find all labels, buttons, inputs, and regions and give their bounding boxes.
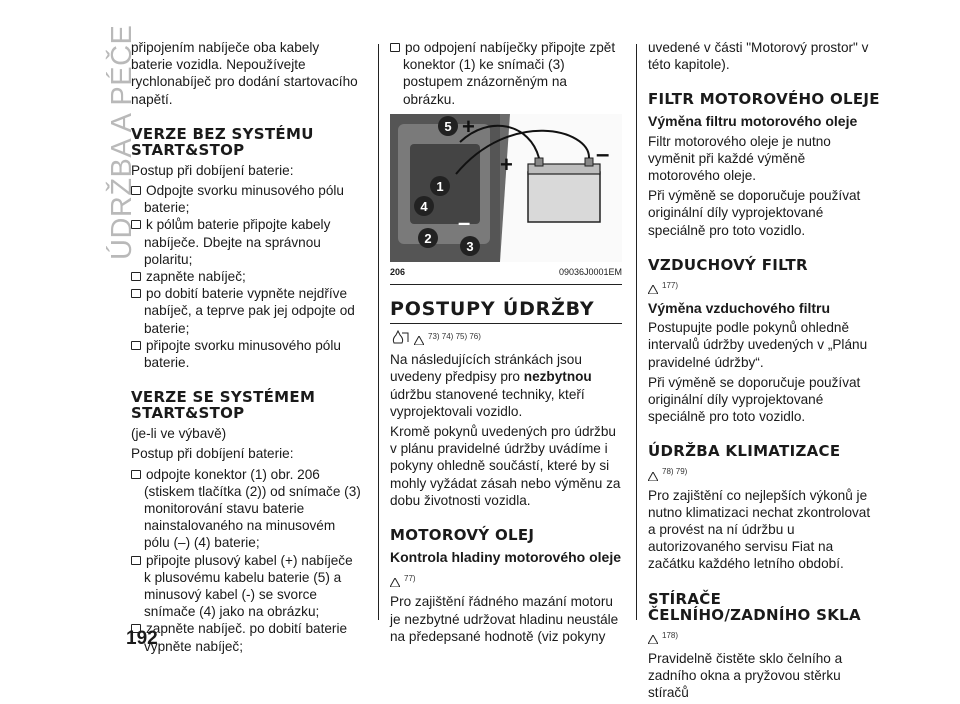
paragraph: uvedené v části "Motorový prostor" v této kapitole).: [648, 40, 869, 73]
heading-start-stop: VERZE SE SYSTÉMEM START&STOP: [131, 388, 316, 423]
heading-no-start-stop: VERZE BEZ SYSTÉMU START&STOP: [131, 124, 314, 159]
plus-sign: +: [462, 113, 475, 139]
column-divider: [636, 44, 637, 620]
minus-sign: –: [458, 209, 471, 235]
ref-numbers: 73) 74) 75) 76): [428, 332, 481, 342]
minus-sign: –: [596, 140, 610, 168]
column-2: [390, 39, 622, 648]
warning-refs: [390, 570, 622, 587]
list-item: po dobití baterie vypněte nejdříve nabíječ, a teprve pak jej odpojte od baterie;: [131, 285, 363, 337]
text-run: Na následujících stránkách jsou uvedeny předpisy pro: [390, 352, 582, 385]
heading-wipers: STÍRAČE ČELNÍHO/ZADNÍHO SKLA: [648, 589, 861, 624]
subheading: Kontrola hladiny motorového oleje: [390, 549, 622, 566]
chapter-side-title: [74, 24, 138, 260]
heading-maintenance: POSTUPY ÚDRŽBY: [390, 299, 622, 324]
column-3: [648, 39, 880, 704]
paragraph: Filtr motorového oleje je nutno vyměnit při každé výměně motorového oleje.: [648, 133, 831, 184]
warning-triangle-icon: [648, 285, 658, 294]
list-item: po odpojení nabíječky připojte zpět konektor (1) ke snímači (3) postupem znázorněným na obrázku.: [390, 39, 622, 108]
paragraph: Pro zajištění co nejlepších výkonů je nutno klimatizaci nechat zkontrolovat a provést na ní údržbu u autorizovaného servisu Fiat na začátku každého letního období.: [648, 487, 871, 572]
ref-numbers: 178): [662, 630, 679, 640]
warning-refs: [390, 328, 622, 345]
callout-1: 1: [436, 178, 444, 194]
drop-icon: [390, 329, 410, 345]
chapter-title-text: ÚDRŽBA A PÉČE: [106, 24, 138, 260]
warning-triangle-icon: [648, 472, 658, 481]
paragraph: Kromě pokynů uvedených pro údržbu v plánu pravidelné údržby uvádíme i pokyny ohledně součástí, které by si mohly vyžádat zásah nebo výměnu za dobu životnosti vozidla.: [390, 424, 621, 508]
heading-air-filter: VZDUCHOVÝ FILTR: [648, 255, 808, 274]
emphasis: nezbytnou: [523, 369, 592, 385]
figure-caption: [390, 264, 622, 285]
heading-engine-oil: MOTOROVÝ OLEJ: [390, 526, 535, 545]
list-item: zapněte nabíječ. po dobití baterie vypněte nabíječ;: [131, 620, 363, 654]
ref-numbers: 78) 79): [662, 467, 688, 477]
heading-oil-filter: FILTR MOTOROVÉHO OLEJE: [648, 90, 880, 109]
warning-refs: [648, 277, 880, 294]
battery-illustration: [390, 114, 622, 262]
paragraph: Pro zajištění řádného mazání motoru je nezbytné udržovat hladinu neustále na předepsané hodnotě (viz pokyny: [390, 594, 619, 644]
subheading: Výměna filtru motorového oleje: [648, 113, 858, 130]
list-item: odpojte konektor (1) obr. 206 (stiskem tlačítka (2)) od snímače (3) monitorování stavu baterie nainstalovaného na minusovém pólu (–) (4) baterie;: [131, 466, 363, 552]
equipment-note: (je-li ve výbavě): [131, 426, 227, 442]
battery-figure: [390, 114, 622, 262]
paragraph: [390, 351, 622, 420]
warning-refs: [648, 463, 880, 480]
callout-2: 2: [424, 230, 432, 246]
procedure-intro: Postup při dobíjení baterie:: [131, 446, 294, 462]
callout-4: 4: [420, 198, 428, 214]
list-item: připojte svorku minusového pólu baterie.: [131, 337, 363, 371]
ref-numbers: 177): [662, 280, 679, 290]
paragraph: Při výměně se doporučuje používat originální díly vyprojektované speciálně pro toto vozidlo.: [648, 188, 861, 238]
figure-number: 206: [390, 266, 406, 277]
ref-numbers: 77): [404, 574, 416, 584]
list-item: zapněte nabíječ;: [131, 268, 363, 285]
procedure-intro: Postup při dobíjení baterie:: [131, 162, 294, 178]
figure-code: 09036J0001EM: [558, 266, 622, 277]
subheading: Výměna vzduchového filtru: [648, 300, 831, 317]
plus-sign: +: [500, 151, 513, 177]
paragraph: Pravidelně čistěte sklo čelního a zadního okna a pryžovou stěrku stíračů: [648, 650, 843, 701]
warning-refs: [648, 627, 880, 644]
list-item: připojte plusový kabel (+) nabíječe k plusovému kabelu baterie (5) a minusový kabel (-) se svorce snímače (4) jako na obrázku;: [131, 552, 363, 621]
list-item: Odpojte svorku minusového pólu baterie;: [131, 182, 363, 216]
warning-triangle-icon: [390, 578, 400, 587]
callout-3: 3: [466, 238, 474, 254]
column-1: [131, 39, 363, 655]
warning-triangle-icon: [414, 336, 424, 345]
column-divider: [378, 44, 379, 620]
intro-paragraph: připojením nabíječe oba kabely baterie vozidla. Nepoužívejte rychlonabíječ pro dodání startovacího napětí.: [131, 40, 358, 107]
callout-5: 5: [444, 118, 452, 134]
heading-air-conditioning: ÚDRŽBA KLIMATIZACE: [648, 442, 841, 461]
text-run: údržbu stanovené techniky, kteří vyprojektovali vozidlo.: [390, 386, 585, 419]
page-number: 192: [126, 628, 158, 649]
paragraph: Při výměně se doporučuje používat originální díly vyprojektované speciálně pro toto vozidlo.: [648, 374, 861, 425]
paragraph: Postupujte podle pokynů ohledně intervalů údržby uvedených v „Plánu pravidelné údržby“.: [648, 320, 868, 370]
list-item: k pólům baterie připojte kabely nabíječe. Dbejte na správnou polaritu;: [131, 216, 363, 268]
warning-triangle-icon: [648, 635, 658, 644]
